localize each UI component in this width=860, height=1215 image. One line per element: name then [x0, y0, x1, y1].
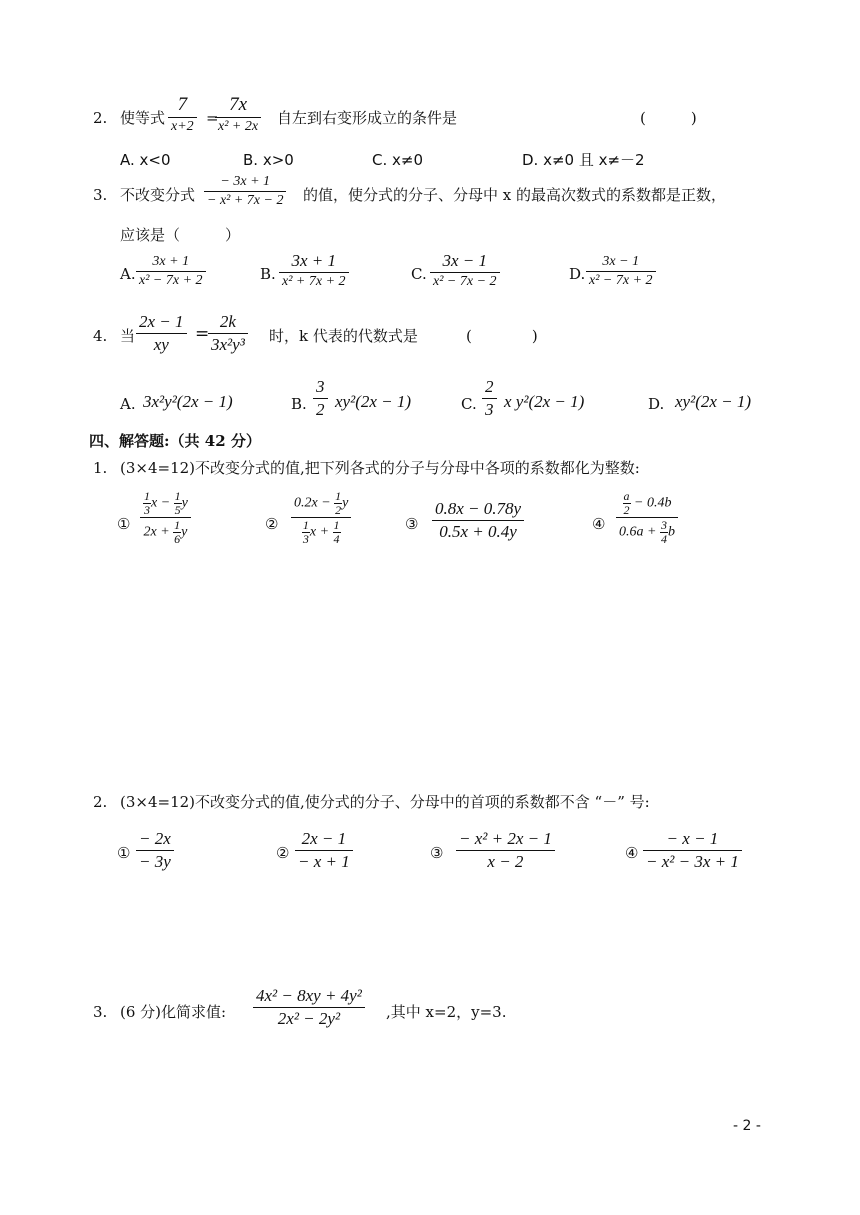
q2-option-a: A. x<0 — [120, 151, 171, 169]
q3-option-a-label: A. — [120, 265, 136, 283]
q4-option-a-label: A. — [120, 395, 136, 413]
q4-right-numerator: 2k — [219, 312, 236, 331]
q3-option-c-numerator: 3x − 1 — [442, 251, 488, 270]
p1-item2-num-frac-top: 1 — [335, 489, 342, 503]
q2-option-c: C. x≠0 — [372, 151, 423, 169]
q4-option-d-label: D. — [648, 395, 665, 413]
q4-option-b-expr: xy²(2x − 1) — [335, 392, 412, 411]
p1-number: 1. — [93, 459, 108, 477]
p1-item1-num-term1: x − — [151, 495, 174, 511]
p1-item3-denominator: 0.5x + 0.4y — [439, 521, 517, 541]
p1-item1-num-frac1-top: 1 — [144, 489, 150, 503]
p1-item2-den-frac2-bottom: 4 — [333, 531, 340, 546]
p1-text: (3×4=12)不改变分式的值,把下列各式的分子与分母中各项的系数都化为整数: — [120, 459, 640, 477]
p3-number: 3. — [93, 1003, 108, 1021]
p2-item1-marker: ① — [117, 844, 131, 862]
q3-option-b-numerator: 3x + 1 — [291, 251, 337, 270]
p3-fraction — [253, 986, 365, 1028]
q4-option-c-expr: x y²(2x − 1) — [504, 392, 585, 411]
p1-item2-fraction — [291, 490, 351, 545]
p1-item4-num-term: − 0.4b — [630, 495, 672, 511]
p2-item4-marker: ④ — [625, 844, 639, 862]
p2-item4-fraction — [643, 829, 742, 871]
q2-right-numerator: 7x — [229, 94, 247, 115]
p2-item2-numerator: 2x − 1 — [301, 829, 347, 848]
p3-numerator: 4x² − 8xy + 4y² — [256, 986, 362, 1005]
p1-item2-num-term1: 0.2x − — [294, 495, 335, 511]
q3-option-c-label: C. — [411, 265, 427, 283]
q3-option-a-denominator: x² − 7x + 2 — [139, 273, 203, 289]
p1-item3-numerator: 0.8x − 0.78y — [435, 499, 522, 518]
p2-item3-denominator: x − 2 — [487, 851, 524, 871]
q3-numerator: − 3x + 1 — [220, 174, 271, 189]
p1-item3-marker: ③ — [405, 515, 419, 533]
p1-item1-num-frac2-top: 1 — [174, 489, 181, 503]
q4-option-c-label: C. — [461, 395, 477, 413]
q4-answer-paren: ( ) — [466, 327, 538, 345]
p2-item2-marker: ② — [276, 844, 290, 862]
q4-suffix: 时，k 代表的代数式是 — [269, 327, 418, 345]
q4-option-b-label: B. — [291, 395, 307, 413]
q4-option-c-coef — [482, 377, 497, 419]
p1-item2-num-term2: y — [342, 495, 349, 511]
q2-prefix: 使等式 — [120, 109, 166, 127]
q3-option-d-label: D. — [569, 265, 586, 283]
q3-line2: 应该是（ ） — [120, 226, 241, 244]
p1-item4-den-frac-top: 3 — [660, 518, 667, 533]
q4-option-c-coef-numerator: 2 — [485, 377, 494, 396]
q2-right-fraction — [215, 94, 261, 135]
q3-option-b-fraction — [279, 251, 349, 290]
q2-number: 2. — [93, 109, 108, 127]
p1-item4-den-frac-bottom: 4 — [660, 531, 667, 546]
q4-option-b-coef-numerator: 3 — [316, 377, 325, 396]
p1-item1-numerator — [140, 490, 191, 516]
q4-left-fraction — [136, 312, 187, 354]
q4-right-fraction — [208, 312, 248, 354]
q2-left-denominator: x+2 — [171, 118, 194, 134]
q2-right-denominator: x² + 2x — [218, 118, 259, 134]
q3-option-a-numerator: 3x + 1 — [152, 254, 190, 269]
q3-option-d-denominator: x² − 7x + 2 — [589, 273, 653, 289]
p2-item3-fraction — [456, 829, 555, 871]
q3-option-d-fraction — [586, 254, 656, 289]
q3-option-a-fraction — [136, 254, 206, 289]
q2-answer-paren: ( ) — [640, 109, 697, 127]
q3-number: 3. — [93, 186, 108, 204]
p3-suffix: ,其中 x=2，y=3. — [386, 1003, 507, 1021]
p1-item1-denominator — [140, 519, 191, 545]
p1-item1-den-term2: y — [181, 524, 188, 540]
p1-item2-marker: ② — [265, 515, 279, 533]
q3-option-b-denominator: x² + 7x + 2 — [282, 273, 346, 289]
p1-item1-marker: ① — [117, 515, 131, 533]
p1-item1-den-term1: 2x + — [143, 524, 174, 540]
q2-equals: = — [206, 109, 219, 127]
q4-option-a-expr: 3x²y²(2x − 1) — [143, 392, 233, 411]
p1-item2-num-frac-bottom: 2 — [335, 502, 342, 517]
p1-item1-den-frac-top: 1 — [174, 518, 181, 533]
q2-suffix: 自左到右变形成立的条件是 — [277, 109, 458, 127]
p1-item4-numerator — [616, 490, 678, 516]
p2-number: 2. — [93, 793, 108, 811]
q3-option-d-numerator: 3x − 1 — [602, 254, 640, 269]
p2-item2-fraction — [295, 829, 353, 871]
p1-item4-den-term1: 0.6a + — [619, 524, 660, 540]
q3-fraction — [204, 174, 286, 209]
p3-denominator: 2x² − 2y² — [277, 1008, 341, 1028]
p1-item2-denominator — [291, 519, 351, 545]
page-number: - 2 - — [733, 1118, 761, 1134]
q3-prefix: 不改变分式 — [120, 186, 196, 204]
q2-left-fraction — [168, 94, 197, 135]
p1-item1-num-frac1-bottom: 3 — [144, 502, 150, 517]
q4-left-numerator: 2x − 1 — [139, 312, 184, 331]
p1-item4-den-term2: b — [667, 524, 675, 540]
q3-option-b-label: B. — [260, 265, 276, 283]
q4-prefix: 当 — [120, 327, 136, 345]
q4-number: 4. — [93, 327, 108, 345]
p2-item3-numerator: − x² + 2x − 1 — [459, 829, 552, 848]
p2-item4-denominator: − x² − 3x + 1 — [646, 851, 739, 871]
q2-option-d: D. x≠0 且 x≠－2 — [522, 151, 645, 169]
q3-denominator: − x² + 7x − 2 — [207, 193, 284, 209]
q2-option-b: B. x>0 — [243, 151, 294, 169]
p2-item1-numerator: − 2x — [139, 829, 171, 848]
p1-item4-denominator — [616, 519, 678, 545]
q4-right-denominator: 3x²y³ — [211, 334, 245, 354]
p1-item1-num-term2: y — [181, 495, 188, 511]
q4-equals: = — [195, 324, 210, 344]
q3-option-c-fraction — [430, 251, 500, 290]
p1-item2-numerator — [291, 490, 351, 516]
p1-item4-marker: ④ — [592, 515, 606, 533]
p2-item3-marker: ③ — [430, 844, 444, 862]
p2-item4-numerator: − x − 1 — [666, 829, 719, 848]
p1-item4-fraction — [616, 490, 678, 545]
q4-option-b-coef — [313, 377, 328, 419]
q3-option-c-denominator: x² − 7x − 2 — [433, 273, 497, 289]
p1-item3-fraction — [432, 499, 524, 541]
p1-item4-num-frac-top: a — [623, 489, 630, 503]
p1-item1-fraction — [140, 490, 191, 545]
p1-item4-num-frac-bottom: 2 — [623, 502, 630, 517]
p1-item2-den-frac2-top: 1 — [333, 518, 340, 533]
p2-item2-denominator: − x + 1 — [298, 851, 350, 871]
q3-suffix: 的值，使分式的分子、分母中 x 的最高次数式的系数都是正数， — [303, 186, 726, 204]
p1-item1-den-frac-bottom: 6 — [174, 531, 181, 546]
p2-item1-fraction — [136, 829, 174, 871]
p1-item2-den-frac1-top: 1 — [302, 518, 309, 533]
p1-item2-den-term1: x + — [309, 524, 333, 540]
q4-option-d-expr: xy²(2x − 1) — [675, 392, 752, 411]
q4-left-denominator: xy — [153, 334, 169, 354]
q4-option-c-coef-denominator: 3 — [485, 399, 494, 419]
p2-text: (3×4=12)不改变分式的值,使分式的分子、分母中的首项的系数都不含 “－” 号: — [120, 793, 650, 811]
p1-item2-den-frac1-bottom: 3 — [302, 531, 309, 546]
section-heading: 四、解答题:（共 42 分） — [89, 432, 261, 450]
p3-prefix: (6 分)化简求值: — [120, 1003, 227, 1021]
q2-left-numerator: 7 — [177, 94, 188, 115]
q4-option-b-coef-denominator: 2 — [316, 399, 325, 419]
p2-item1-denominator: − 3y — [139, 851, 171, 871]
p1-item1-num-frac2-bottom: 5 — [174, 502, 181, 517]
